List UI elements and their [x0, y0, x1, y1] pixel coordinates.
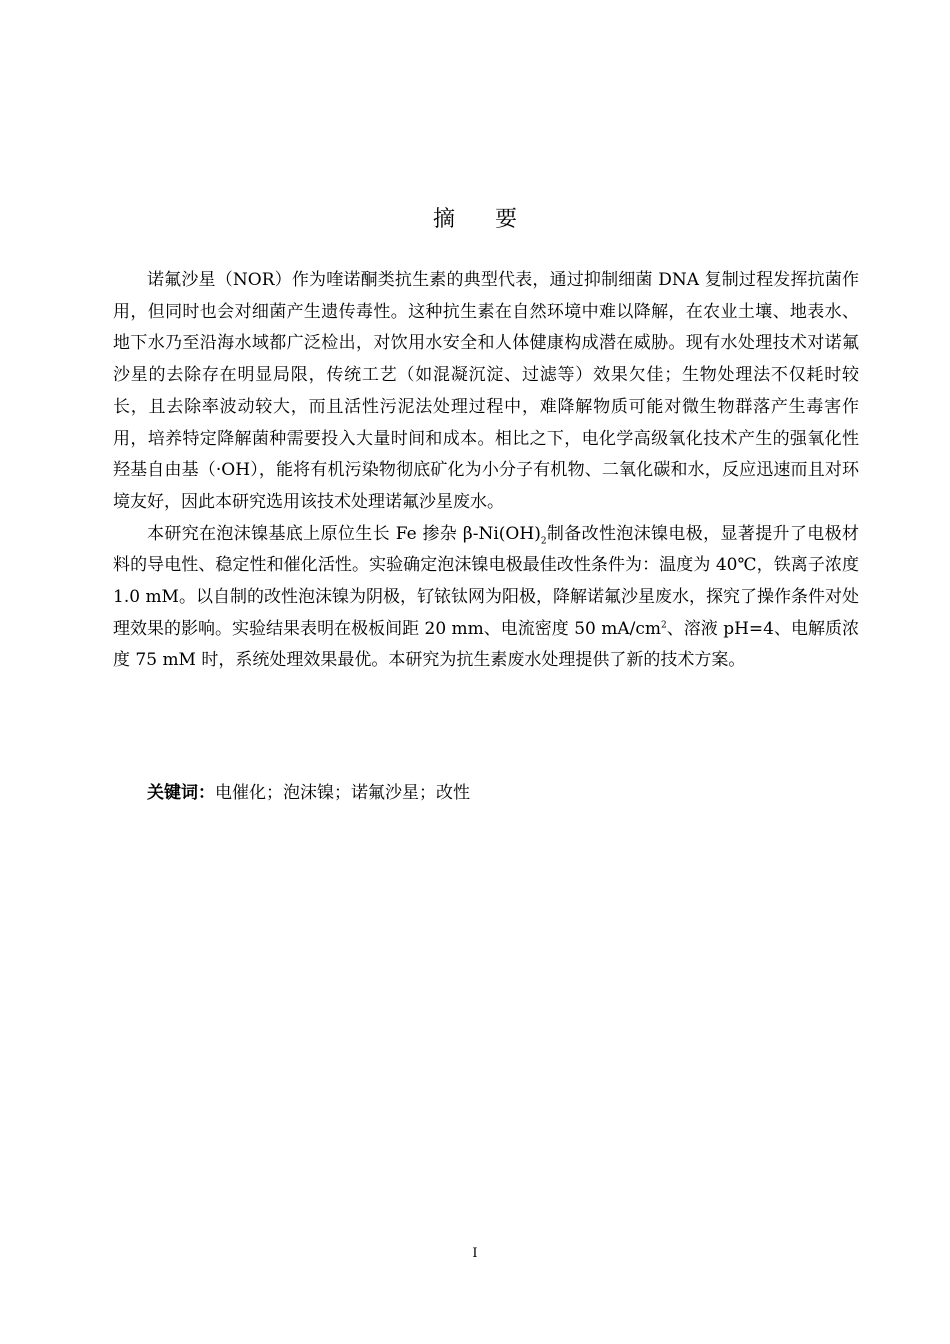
keywords-line [147, 778, 470, 809]
paragraph-2-part-a: 本研究在泡沫镍基底上原位生长 Fe 掺杂 β-Ni(OH) [147, 523, 541, 544]
paragraph-2-part-c: 、溶液 pH=4、电解质浓度 75 mM 时，系统处理效果最优。本研究为抗生素废水处理提供了新的技术方案。 [113, 618, 860, 671]
keywords-label: 关键词： [147, 783, 215, 803]
superscript-2: 2 [661, 620, 667, 631]
page-number: I [472, 1246, 478, 1261]
abstract-body [113, 265, 859, 677]
page-title: 摘要 [432, 207, 557, 232]
paragraph-2-part-b: 制备改性泡沫镍电极，显著提升了电极材料的导电性、稳定性和催化活性。实验确定泡沫镍电极最佳改性条件为：温度为 40℃，铁离子浓度 1.0 mM。以自制的改性泡沫镍为阴极，钌铱钛网为阳极，降解诺氟沙星废水，探究了操作条件对处理效果的影响。实验结果表明在极板间距 20 mm、电流密度 50 mA/cm [113, 523, 859, 639]
keywords-list: 电催化；泡沫镍；诺氟沙星；改性 [215, 783, 470, 803]
abstract-paragraph-1: 诺氟沙星（NOR）作为喹诺酮类抗生素的典型代表，通过抑制细菌 DNA 复制过程发挥抗菌作用，但同时也会对细菌产生遗传毒性。这种抗生素在自然环境中难以降解，在农业土壤、地表水、地下水乃至沿海水域都广泛检出，对饮用水安全和人体健康构成潜在威胁。现有水处理技术对诺氟沙星的去除存在明显局限，传统工艺（如混凝沉淀、过滤等）效果欠佳；生物处理法不仅耗时较长，且去除率波动较大，而且活性污泥法处理过程中，难降解物质可能对微生物群落产生毒害作用，培养特定降解菌种需要投入大量时间和成本。相比之下，电化学高级氧化技术产生的强氧化性羟基自由基（·OH），能将有机污染物彻底矿化为小分子有机物、二氧化碳和水，反应迅速而且对环境友好，因此本研究选用该技术处理诺氟沙星废水。 [113, 270, 859, 512]
subscript-2: 2 [540, 536, 547, 547]
abstract-paragraph-2 [113, 519, 859, 678]
